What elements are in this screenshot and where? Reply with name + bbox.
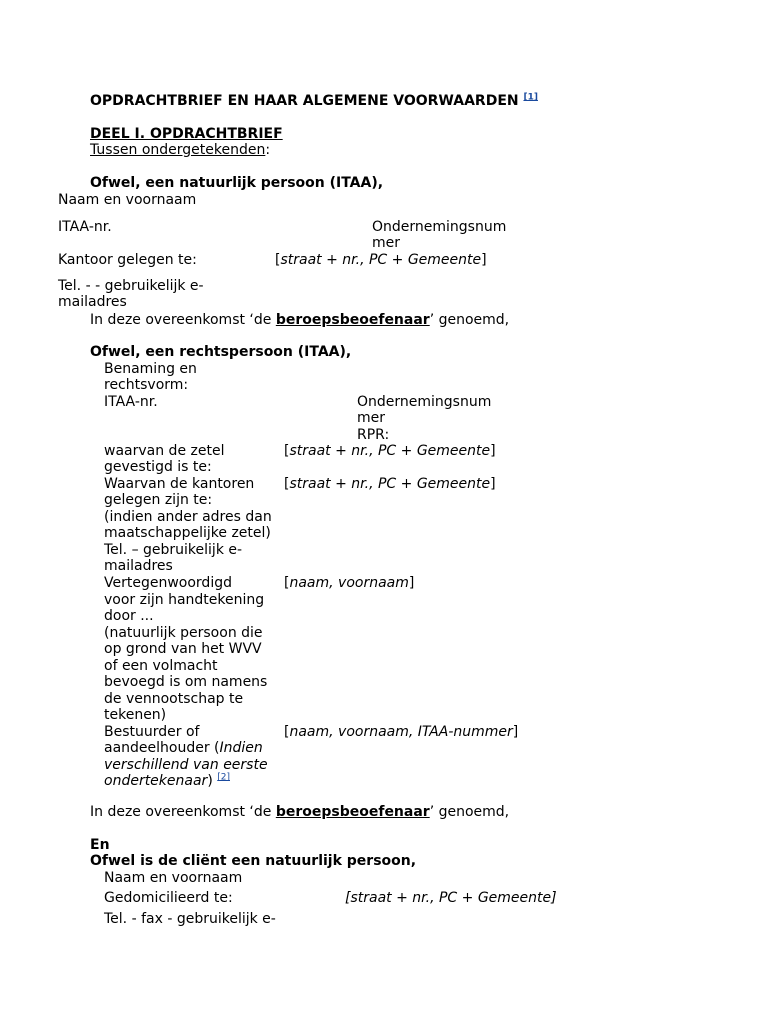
director-label-4-italic: ondertekenaar — [104, 773, 208, 789]
parties-intro — [90, 142, 270, 159]
seat-value-text: straat + nr., PC + Gemeente — [289, 443, 491, 459]
legal-tel-label-cont: mailadres — [104, 558, 173, 574]
legal-tel-label: Tel. – gebruikelijk e- — [104, 542, 243, 558]
legal-itaa-label: ITAA-nr. — [104, 394, 158, 410]
rep-label-5: op grond van het WVV — [104, 641, 262, 657]
rep-label-7: bevoegd is om namens — [104, 674, 268, 690]
client-domicile-label: Gedomicilieerd te: — [104, 890, 233, 906]
rep-value: [naam, voornaam] — [284, 575, 415, 591]
parties-intro-colon: : — [265, 142, 271, 158]
offices-label-3: (indien ander adres dan — [104, 509, 272, 525]
legal-person-heading: Ofwel, een rechtspersoon (ITAA), — [90, 344, 352, 360]
nat-company-nr-label-cont: mer — [372, 235, 401, 251]
legal-name-label-cont: rechtsvorm: — [104, 377, 189, 393]
legal-company-nr-label-cont: mer — [357, 410, 386, 426]
agreement-line-2 — [90, 804, 509, 821]
seat-label-cont: gevestigd is te: — [104, 459, 212, 475]
director-label-2-pre: aandeelhouder ( — [104, 740, 220, 756]
director-value-text: naam, voornaam, ITAA-nummer — [289, 724, 513, 740]
offices-label-4: maatschappelijke zetel) — [104, 525, 271, 541]
nat-itaa-label: ITAA-nr. — [58, 219, 112, 235]
rep-label-4: (natuurlijk persoon die — [104, 625, 263, 641]
nat-tel-label-cont: mailadres — [58, 294, 127, 310]
agreement-line — [90, 312, 509, 329]
director-label-4-post: ) — [207, 773, 218, 789]
section-heading: DEEL I. OPDRACHTBRIEF — [90, 126, 283, 142]
director-label-4 — [104, 773, 230, 790]
offices-label-2: gelegen zijn te: — [104, 492, 213, 508]
offices-value-text: straat + nr., PC + Gemeente — [289, 476, 491, 492]
offices-value: [straat + nr., PC + Gemeente] — [284, 476, 496, 492]
legal-company-nr-label: Ondernemingsnum — [357, 394, 492, 410]
rep-label-9: tekenen) — [104, 707, 167, 723]
director-label-2 — [104, 740, 263, 757]
director-label-3: verschillend van eerste — [104, 757, 268, 773]
parties-intro-text: Tussen ondergetekenden — [90, 142, 266, 158]
seat-value: [straat + nr., PC + Gemeente] — [284, 443, 496, 459]
director-label-1: Bestuurder of — [104, 724, 200, 740]
footnote-link-2[interactable]: [2] — [217, 772, 230, 783]
rep-label-1: Vertegenwoordigd — [104, 575, 232, 591]
agreement-bold-2: beroepsbeoefenaar — [275, 804, 430, 820]
director-label-2-italic: Indien — [219, 740, 263, 756]
nat-office-label: Kantoor gelegen te: — [58, 252, 197, 268]
client-heading: Ofwel is de cliënt een natuurlijk persoon, — [90, 853, 417, 869]
and-heading: En — [90, 837, 110, 853]
rep-label-2: voor zijn handtekening — [104, 592, 265, 608]
nat-office-value: [straat + nr., PC + Gemeente] — [275, 252, 487, 268]
document-title — [90, 93, 538, 110]
director-value: [naam, voornaam, ITAA-nummer] — [284, 724, 519, 740]
nat-office-value-text: straat + nr., PC + Gemeente — [280, 252, 482, 268]
legal-name-label: Benaming en — [104, 361, 197, 377]
nat-company-nr-label: Ondernemingsnum — [372, 219, 507, 235]
legal-rpr-label: RPR: — [357, 427, 390, 443]
agreement-pre: In deze overeenkomst ‘de — [90, 312, 276, 328]
rep-value-text: naam, voornaam — [289, 575, 409, 591]
offices-label: Waarvan de kantoren — [104, 476, 255, 492]
agreement-post: ’ genoemd, — [429, 312, 510, 328]
rep-label-8: de vennootschap te — [104, 691, 244, 707]
agreement-post-2: ’ genoemd, — [429, 804, 510, 820]
seat-label: waarvan de zetel — [104, 443, 225, 459]
rep-label-3: door ... — [104, 608, 154, 624]
client-domicile-value: [straat + nr., PC + Gemeente] — [345, 890, 557, 906]
rep-label-6: of een volmacht — [104, 658, 218, 674]
nat-tel-label: Tel. - - gebruikelijk e- — [58, 278, 204, 294]
client-tel-label: Tel. - fax - gebruikelijk e- — [104, 911, 276, 927]
agreement-pre-2: In deze overeenkomst ‘de — [90, 804, 276, 820]
client-name-label: Naam en voornaam — [104, 870, 243, 886]
agreement-bold: beroepsbeoefenaar — [275, 312, 430, 328]
document-title-text: OPDRACHTBRIEF EN HAAR ALGEMENE VOORWAARDEN — [90, 93, 519, 109]
footnote-link[interactable]: [1] — [523, 92, 538, 103]
natural-person-heading: Ofwel, een natuurlijk persoon (ITAA), — [90, 175, 384, 191]
nat-name-label: Naam en voornaam — [58, 192, 197, 208]
